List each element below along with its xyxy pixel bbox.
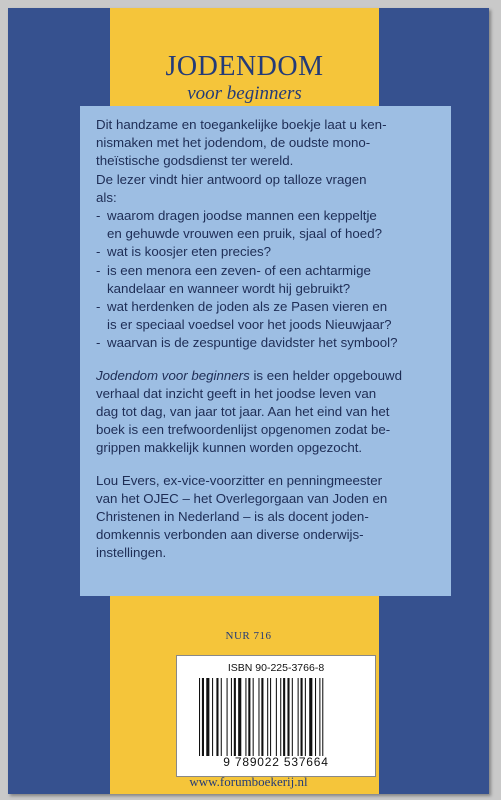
book-back-cover — [8, 8, 489, 794]
nur-code: NUR 716 — [225, 630, 272, 642]
summary-paragraph — [96, 367, 440, 458]
author-line: van het OJEC – het Overlegorgaan van Joden en — [96, 490, 388, 506]
author-paragraph — [96, 472, 440, 563]
blurb-panel — [80, 106, 451, 596]
intro-paragraph — [96, 116, 440, 171]
publisher-url: www.forumboekerij.nl — [189, 774, 308, 789]
isbn-number: ISBN 90-225-3766-8 — [227, 662, 325, 674]
intro-line: theïstische godsdienst ter wereld. — [96, 153, 294, 169]
question-item: - wat is koosjer eten precies? — [96, 243, 440, 261]
author-line: instellingen. — [96, 545, 167, 561]
lead-paragraph — [96, 171, 440, 207]
intro-line: Dit handzame en toegankelijke boekje laat u ken- — [96, 117, 387, 132]
summary-line: dag tot dag, van jaar tot jaar. Aan het eind van het — [96, 404, 390, 420]
author-line: domkennis verbonden aan diverse onderwijs- — [96, 527, 364, 543]
summary-line: boek is een trefwoordenlijst opgenomen zodat be- — [96, 422, 391, 438]
top-yellow-band — [110, 8, 379, 106]
title-reference: Jodendom voor beginners — [96, 367, 250, 383]
question-list — [96, 207, 440, 353]
lead-line: als: — [96, 189, 117, 205]
question-item: - is een menora een zeven- of een achtarmige kandelaar en wanneer wordt hij gebruikt? — [96, 262, 440, 298]
question-item: - waarvan is de zespuntige davidster het symbool? — [96, 334, 440, 352]
question-item: - wat herdenken de joden als ze Pasen vieren en is er speciaal voedsel voor het joods Nieuwjaar? — [96, 298, 440, 334]
barcode-icon — [199, 678, 359, 756]
summary-line: grippen makkelijk kunnen worden opgezocht. — [96, 440, 363, 456]
question-item: - waarom dragen joodse mannen een keppeltje en gehuwde vrouwen een pruik, sjaal of hoed? — [96, 207, 440, 243]
book-subtitle: voor beginners — [187, 83, 302, 104]
summary-line: is een helder opgebouwd — [249, 367, 403, 383]
barcode-label — [176, 655, 376, 777]
lead-line: De lezer vindt hier antwoord op talloze vragen — [96, 171, 367, 187]
blurb-text — [96, 116, 440, 563]
author-line: Christenen in Nederland – is als docent joden- — [96, 509, 369, 525]
ean-number: 9 789022 537664 — [223, 755, 329, 769]
intro-line: nismaken met het jodendom, de oudste mono- — [96, 135, 371, 151]
summary-line: verhaal dat inzicht geeft in het joodse leven van — [96, 385, 377, 401]
author-line: Lou Evers, ex-vice-voorzitter en penningmeester — [96, 472, 383, 488]
book-title: JODENDOM — [165, 51, 324, 82]
